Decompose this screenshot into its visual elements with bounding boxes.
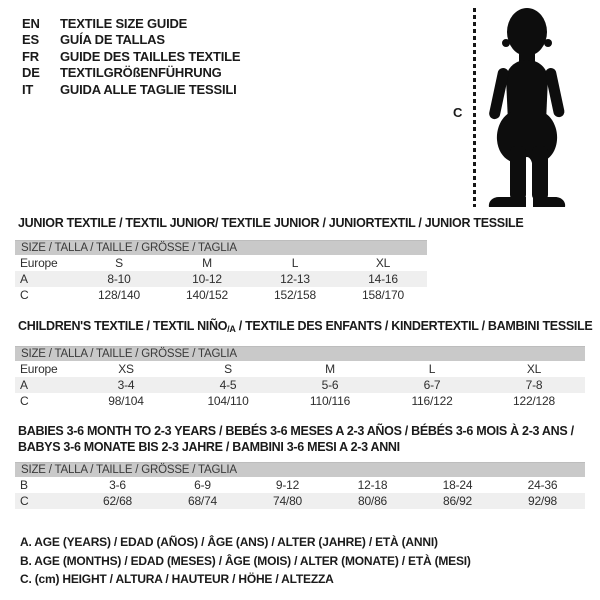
language-code: IT (22, 81, 34, 97)
size-header-bar (15, 240, 427, 255)
table-row (15, 271, 427, 287)
value-cell: 12-18 (357, 478, 388, 492)
value-cell: M (202, 256, 212, 270)
value-cell: 6-9 (194, 478, 211, 492)
size-header-bar (15, 346, 585, 361)
value-cell: 12-13 (280, 272, 310, 286)
language-label: GUIDE DES TAILLES TEXTILE (60, 48, 241, 64)
value-cell: 86/92 (442, 494, 473, 508)
language-code: ES (22, 32, 39, 48)
footnote-a: A. AGE (YEARS) / EDAD (AÑOS) / ÂGE (ANS) / ALTER (JAHRE) / ETÀ (ANNI) (20, 535, 438, 549)
language-label: GUIDA ALLE TAGLIE TESSILI (60, 81, 237, 97)
value-cell: 24-36 (527, 478, 558, 492)
row-label-cell: A (20, 378, 28, 392)
value-cell: 104/110 (207, 394, 249, 408)
table-row (15, 377, 585, 393)
language-label: TEXTILGRÖßENFÜHRUNG (60, 65, 222, 81)
value-cell: 92/98 (527, 494, 558, 508)
table-title-line (18, 215, 523, 231)
value-cell: 152/158 (274, 288, 316, 302)
table-title-segment: JUNIOR TEXTILE / TEXTIL JUNIOR/ TEXTILE JUNIOR / JUNIORTEXTIL / JUNIOR TESSILE (18, 216, 524, 230)
value-cell: 158/170 (362, 288, 404, 302)
language-row-es (22, 32, 240, 49)
table-title (18, 215, 523, 231)
value-cell: 8-10 (107, 272, 131, 286)
language-code: DE (22, 65, 40, 81)
size-header-label: SIZE / TALLA / TAILLE / GRÖSSE / TAGLIA (21, 464, 237, 476)
language-label: TEXTILE SIZE GUIDE (60, 15, 188, 31)
language-legend (22, 15, 240, 98)
value-cell: 116/122 (411, 394, 453, 408)
size-header-label: SIZE / TALLA / TAILLE / GRÖSSE / TAGLIA (21, 348, 237, 360)
row-label-cell: Europe (20, 256, 58, 270)
table-title-line (18, 423, 574, 439)
value-cell: 98/104 (108, 394, 144, 408)
table-title-line (18, 318, 592, 337)
language-label: GUÍA DE TALLAS (60, 32, 165, 48)
value-cell: S (224, 362, 232, 376)
height-dashed-line (473, 8, 476, 207)
row-label-cell: C (20, 494, 29, 508)
row-label-cell: C (20, 288, 29, 302)
value-cell: 18-24 (442, 478, 473, 492)
value-cell: 3-6 (109, 478, 126, 492)
table-title-segment: CHILDREN'S TEXTILE / TEXTIL NIÑO (18, 319, 228, 333)
table-title-segment: /A (227, 324, 236, 334)
table-row (15, 477, 585, 493)
value-cell: 80/86 (357, 494, 388, 508)
language-code: EN (22, 15, 40, 31)
row-label-cell: Europe (20, 362, 58, 376)
language-code: FR (22, 48, 39, 64)
table-title-segment: BABYS 3-6 MONATE BIS 2-3 JAHRE / BAMBINI 3-6 MESI A 2-3 ANNI (18, 440, 400, 454)
table-title-segment: / TEXTILE DES ENFANTS / KINDERTEXTIL / BAMBINI TESSILE (235, 319, 593, 333)
value-cell: 122/128 (513, 394, 555, 408)
value-cell: 4-5 (219, 378, 237, 392)
table-rows (15, 255, 427, 303)
value-cell: 5-6 (321, 378, 339, 392)
height-measure-label: C (453, 105, 463, 120)
table-title-segment: BABIES 3-6 MONTH TO 2-3 YEARS / BEBÉS 3-6 MESES A 2-3 AÑOS / BÉBÉS 3-6 MOIS À 2-3 ANS / (18, 424, 574, 438)
size-header-label: SIZE / TALLA / TAILLE / GRÖSSE / TAGLIA (21, 242, 237, 254)
table-row (15, 393, 585, 409)
baby-silhouette-icon (481, 6, 573, 208)
row-label-cell: C (20, 394, 29, 408)
table-row (15, 361, 585, 377)
value-cell: XL (526, 362, 542, 376)
language-row-en (22, 15, 240, 32)
language-row-it (22, 81, 240, 98)
value-cell: L (428, 362, 436, 376)
table-title-line (18, 439, 574, 455)
language-row-de (22, 65, 240, 82)
value-cell: M (325, 362, 335, 376)
table-row (15, 287, 427, 303)
table-rows (15, 361, 585, 409)
value-cell: S (115, 256, 123, 270)
table-rows (15, 477, 585, 509)
table-title (18, 318, 592, 337)
value-cell: 10-12 (192, 272, 222, 286)
footnotes (20, 533, 471, 589)
value-cell: 14-16 (368, 272, 398, 286)
value-cell: XL (375, 256, 391, 270)
value-cell: 128/140 (98, 288, 140, 302)
row-label-cell: B (20, 478, 28, 492)
value-cell: 3-4 (117, 378, 135, 392)
table-row (15, 493, 585, 509)
value-cell: 110/116 (309, 394, 351, 408)
value-cell: 6-7 (423, 378, 441, 392)
table-title (18, 423, 574, 455)
footnote-b: B. AGE (MONTHS) / EDAD (MESES) / ÂGE (MOIS) / ALTER (MONATE) / ETÀ (MESI) (20, 553, 471, 568)
value-cell: 74/80 (272, 494, 303, 508)
row-label-cell: A (20, 272, 28, 286)
value-cell: 68/74 (187, 494, 218, 508)
value-cell: L (291, 256, 299, 270)
value-cell: 9-12 (275, 478, 300, 492)
value-cell: 62/68 (102, 494, 133, 508)
size-header-bar (15, 462, 585, 477)
table-row (15, 255, 427, 271)
value-cell: 7-8 (525, 378, 543, 392)
value-cell: 140/152 (186, 288, 228, 302)
value-cell: XS (118, 362, 134, 376)
language-row-fr (22, 48, 240, 65)
footnote-c: C. (cm) HEIGHT / ALTURA / HAUTEUR / HÖHE / ALTEZZA (20, 572, 334, 586)
